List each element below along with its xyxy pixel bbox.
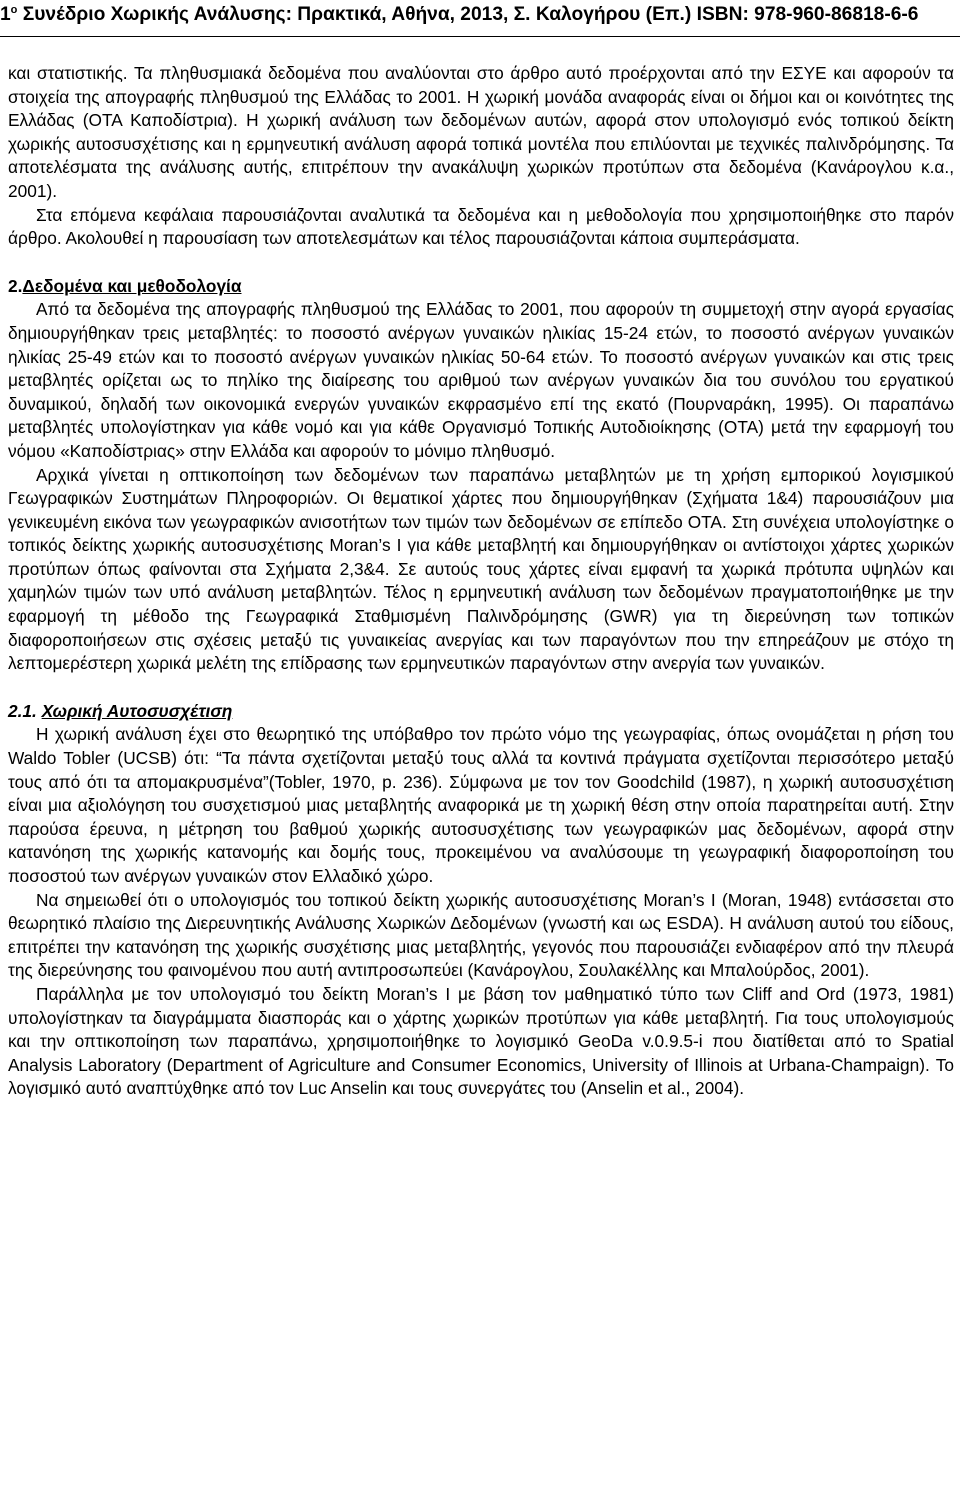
header-text: Συνέδριο Χωρικής Ανάλυσης: Πρακτικά, Αθήνα, 2013, Σ. Καλογήρου (Επ.) ISBN: 978-960-86818-6-6 bbox=[17, 4, 919, 25]
intro-paragraph-1: και στατιστικής. Τα πληθυσμιακά δεδομένα που αναλύονται στο άρθρο αυτό προέρχονται από την ΕΣΥΕ και αφορούν τα στοιχεία της απογραφής πληθυσμού της Ελλάδας το 2001. Η χωρική μονάδα αναφοράς είναι οι δήμοι και οι κοινότητες της Ελλάδας (ΟΤΑ Καποδίστρια). Η χωρική ανάλυση των δεδομένων αυτών, αφορά στον υπολογισμό ενός τοπικού δείκτη χωρικής αυτοσυσχέτισης και η ερμηνευτική ανάλυση αφορά τοπικά μοντέλα που επιλύονται με τεχνικές παλινδρόμησης. Τα αποτελέσματα της ανάλυσης αυτής, επιτρέπουν την ανακάλυψη χωρικών προτύπων στα δεδομένα (Κανάρογλου κ.α., 2001). bbox=[8, 63, 954, 201]
subsection-heading-2-1 bbox=[8, 700, 954, 724]
section-heading-2 bbox=[8, 275, 954, 299]
body-text bbox=[8, 62, 954, 1101]
spacer bbox=[8, 251, 954, 275]
spacer bbox=[8, 676, 954, 700]
header-ordinal-suffix: ο bbox=[10, 4, 18, 16]
section-2-1-paragraph-1: Η χωρική ανάλυση έχει στο θεωρητικό της υπόβαθρο τον πρώτο νόμο της γεωγραφίας, όπως ονομάζεται η ρήση του Waldo Tobler (UCSB) ότι: “Τα πάντα σχετίζονται μεταξύ τους αλλά τα κοντινά πράγματα σχετίζονται περισσότερο μεταξύ τους από ότι τα απομακρυσμένα”(Tobler, 1970, p. 236). Σύμφωνα με τον τον Goodchild (1987), η χωρική αυτοσυσχέτιση είναι μια αξιολόγηση του συσχετισμού μιας μεταβλητής αναφορικά με τη χωρική θέση στην οποία παρατηρείται αυτή. Στην παρούσα έρευνα, η μέτρηση του βαθμού χωρικής αυτοσυσχέτισης των γεωγραφικών μας δεδομένων, αφορά στην κατανόηση της χωρικής κατανομής και δομής τους, προκειμένου να αναλύσουμε τη γεωγραφική διαφοροποίηση του ποσοστού των ανέργων γυναικών στον Ελλαδικό χώρο. bbox=[8, 724, 954, 886]
subsection-title: Χωρική Αυτοσυσχέτιση bbox=[41, 700, 233, 721]
section-2-1-paragraph-2: Να σημειωθεί ότι ο υπολογισμός του τοπικού δείκτη χωρικής αυτοσυσχέτισης Moran’s I (Moran, 1948) εντάσσεται στο θεωρητικό πλαίσιο της Διερευνητικής Ανάλυσης Χωρικών Δεδομένων (γνωστή και ως ESDA). Η ανάλυση αυτού του είδους, επιτρέπει την κατανόηση της χωρικής συσχέτισης μιας μεταβλητής, γεγονός που παρουσιάζει ενδιαφέρον από την πλευρά της διερεύνησης του φαινομένου που αυτή αντιπροσωπεύει (Κανάρογλου, Σουλακέλλης και Μπαλούρδος, 2001). bbox=[8, 889, 954, 981]
intro-paragraph-2: Στα επόμενα κεφάλαια παρουσιάζονται αναλυτικά τα δεδομένα και η μεθοδολογία που χρησιμοποιήθηκε στο παρόν άρθρο. Ακολουθεί η παρουσίαση των αποτελεσμάτων και τέλος παρουσιάζονται κάποια συμπεράσματα. bbox=[8, 204, 954, 249]
section-number: 2. bbox=[8, 275, 23, 296]
header-divider bbox=[0, 36, 960, 37]
section-2-paragraph-1: Από τα δεδομένα της απογραφής πληθυσμού της Ελλάδας το 2001, που αφορούν τη συμμετοχή στην αγορά εργασίας δημιουργήθηκαν τρεις μεταβλητές: το ποσοστό ανέργων γυναικών ηλικίας 15-24 ετών, το ποσοστό ανέργων γυναικών ηλικίας 25-49 ετών και το ποσοστό ανέργων γυναικών ηλικίας 50-64 ετών. Το ποσοστό ανέργων γυναικών και στις τρεις μεταβλητές ορίζεται ως το πηλίκο της διαίρεσης του αριθμού των ανέργων γυναικών δια του συνόλου του εργατικού δυναμικού, δηλαδή των οικονομικά ενεργών γυναικών εκφρασμένο επί της εκατό (Πουρναράκη, 1995). Οι παραπάνω μεταβλητές υπολογίστηκαν για κάθε νομό και για κάθε Οργανισμό Τοπικής Αυτοδιοίκησης (ΟΤΑ) μετά την εφαρμογή του νόμου «Καποδίστριας» στην Ελλάδα και αφορούν το μόνιμο πληθυσμό. bbox=[8, 299, 954, 461]
header-ordinal-number: 1 bbox=[0, 4, 11, 25]
section-title: Δεδομένα και μεθοδολογία bbox=[22, 275, 242, 296]
section-2-paragraph-2: Αρχικά γίνεται η οπτικοποίηση των δεδομένων των παραπάνω μεταβλητών με τη χρήση εμπορικού λογισμικού Γεωγραφικών Συστημάτων Πληροφοριών. Οι θεματικοί χάρτες που δημιουργήθηκαν (Σχήματα 1&4) παρουσιάζουν μια γενικευμένη εικόνα των γεωγραφικών ανισοτήτων των τιμών των δεδομένων σε επίπεδο ΟΤΑ. Στη συνέχεια υπολογίστηκε ο τοπικός δείκτης χωρικής αυτοσυσχέτισης Moran’s I για κάθε μεταβλητή και δημιουργήθηκαν οι αντίστοιχοι χάρτες χωρικών προτύπων όπως φαίνονται στα Σχήματα 2,3&4. Σε αυτούς τους χάρτες είναι εμφανή τα χωρικά πρότυπα υψηλών και χαμηλών τιμών των υπό ανάλυση μεταβλητών. Τέλος η ερμηνευτική ανάλυση των δεδομένων πραγματοποιήθηκε με την εφαρμογή τη μέθοδο της Γεωγραφικά Σταθμισμένη Παλινδρόμησης (GWR) για τη διερεύνηση των τοπικών διαφοροποιήσεων στις σχέσεις μεταξύ τις γυναικείας ανεργίας και των παραγόντων που την επηρεάζουν με στόχο τη λεπτομερέστερη χωρικά μελέτη της επίδρασης των ερμηνευτικών παραγόντων στην ανεργία των γυναικών. bbox=[8, 464, 954, 674]
running-header bbox=[0, 2, 960, 28]
subsection-number: 2.1. bbox=[8, 700, 37, 721]
section-2-1-paragraph-3: Παράλληλα με τον υπολογισμό του δείκτη Moran’s I με βάση τον μαθηματικό τύπο των Cliff and Ord (1973, 1981) υπολογίστηκαν τα διαγράμματα διασποράς και ο χάρτης χωρικών προτύπων για κάθε μεταβλητή. Για τους υπολογισμούς και την οπτικοποίηση των παραπάνω, χρησιμοποιήθηκε το λογισμικό GeoDa v.0.9.5-i που διατίθεται από το Spatial Analysis Laboratory (Department of Agriculture and Consumer Economics, University of Illinois at Urbana-Champaign). Το λογισμικό αυτό αναπτύχθηκε από τον Luc Anselin και τους συνεργάτες του (Anselin et al., 2004). bbox=[8, 983, 954, 1099]
